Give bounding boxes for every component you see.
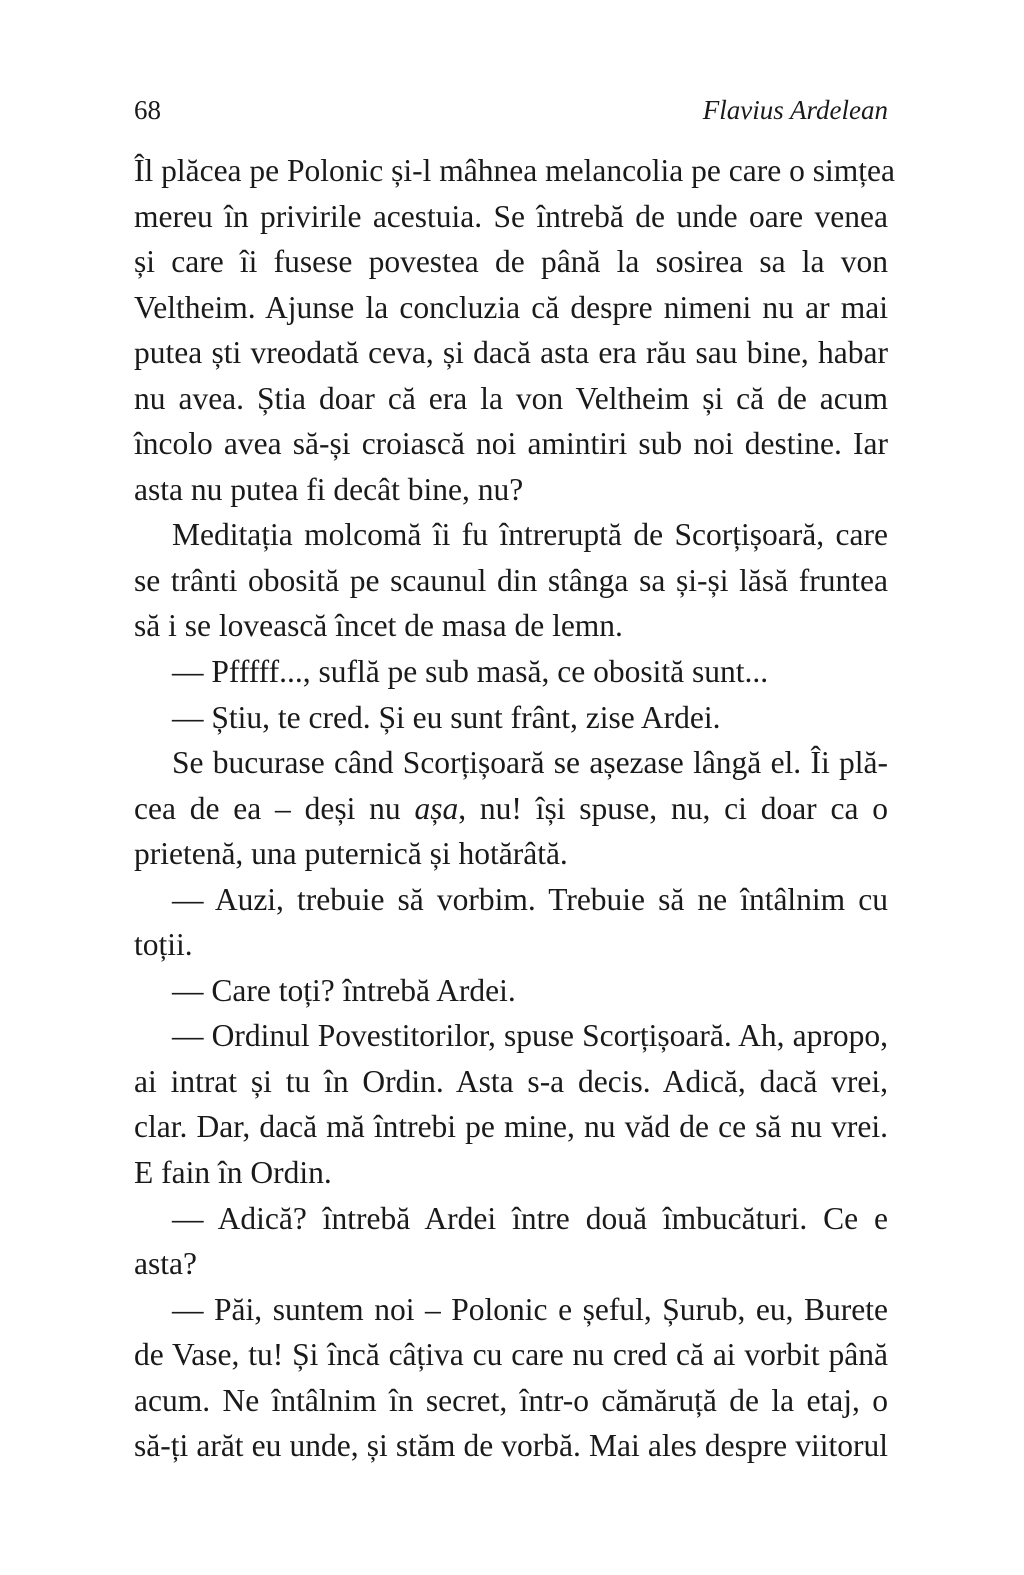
text-line: nu avea. Știa doar că era la von Veltheim și că de acum	[134, 380, 888, 416]
text-line: ai intrat și tu în Ordin. Asta s-a decis. Adică, dacă vrei,	[134, 1063, 888, 1099]
page-number: 68	[134, 95, 161, 125]
text-segment: cea de ea – deși nu	[134, 790, 415, 826]
text-line: Meditația molcomă îi fu întreruptă de Scorțișoară, care	[172, 517, 888, 553]
text-segment: , nu! își spuse, nu, ci doar ca o	[458, 790, 888, 826]
text-line: și care îi fusese povestea de până la sosirea sa la von	[134, 244, 888, 280]
text-line: — Pfffff..., suflă pe sub masă, ce obosită sunt...	[172, 654, 769, 690]
text-line: — Ordinul Povestitorilor, spuse Scorțișoară. Ah, apropo,	[172, 1018, 888, 1054]
text-line: mereu în privirile acestuia. Se întrebă de unde oare venea	[134, 198, 888, 234]
text-line: de Vase, tu! Și încă câțiva cu care nu cred că ai vorbit până	[134, 1337, 888, 1373]
text-line: — Păi, suntem noi – Polonic e șeful, Șurub, eu, Burete	[172, 1291, 888, 1327]
text-line-with-emphasis	[134, 786, 888, 832]
text-line: să-ți arăt eu unde, și stăm de vorbă. Mai ales despre viitorul	[134, 1428, 888, 1464]
text-line: încolo avea să-și croiască noi amintiri sub noi destine. Iar	[134, 426, 888, 462]
emphasized-word: așa	[414, 790, 459, 826]
text-line: asta nu putea fi decât bine, nu?	[134, 471, 524, 507]
text-line: se trânti obosită pe scaunul din stânga sa și-și lăsă fruntea	[134, 562, 888, 598]
text-line: — Care toți? întrebă Ardei.	[172, 972, 516, 1008]
text-line: clar. Dar, dacă mă întrebi pe mine, nu văd de ce să nu vrei.	[134, 1109, 888, 1145]
text-line: să i se lovească încet de masa de lemn.	[134, 608, 623, 644]
text-line: — Știu, te cred. Și eu sunt frânt, zise Ardei.	[172, 699, 721, 735]
text-line: E fain în Ordin.	[134, 1155, 332, 1191]
body-text	[134, 148, 895, 1469]
running-head-author: Flavius Ardelean	[702, 95, 888, 125]
text-line: — Adică? întrebă Ardei între două îmbucături. Ce e	[172, 1200, 888, 1236]
text-line: Se bucurase când Scorțișoară se așezase lângă el. Îi plă-	[172, 745, 888, 781]
text-line: Îl plăcea pe Polonic și-l mâhnea melancolia pe care o simțea	[134, 153, 895, 188]
text-line: Veltheim. Ajunse la concluzia că despre nimeni nu ar mai	[134, 289, 888, 325]
text-line: toții.	[134, 927, 193, 963]
page-header	[134, 92, 888, 128]
text-line: putea ști vreodată ceva, și dacă asta era rău sau bine, habar	[134, 335, 888, 371]
text-line: acum. Ne întâlnim în secret, într-o cămăruță de la etaj, o	[134, 1382, 888, 1418]
text-line: prietenă, una puternică și hotărâtă.	[134, 836, 568, 872]
text-line: — Auzi, trebuie să vorbim. Trebuie să ne întâlnim cu	[172, 881, 888, 917]
text-line: asta?	[134, 1246, 197, 1282]
